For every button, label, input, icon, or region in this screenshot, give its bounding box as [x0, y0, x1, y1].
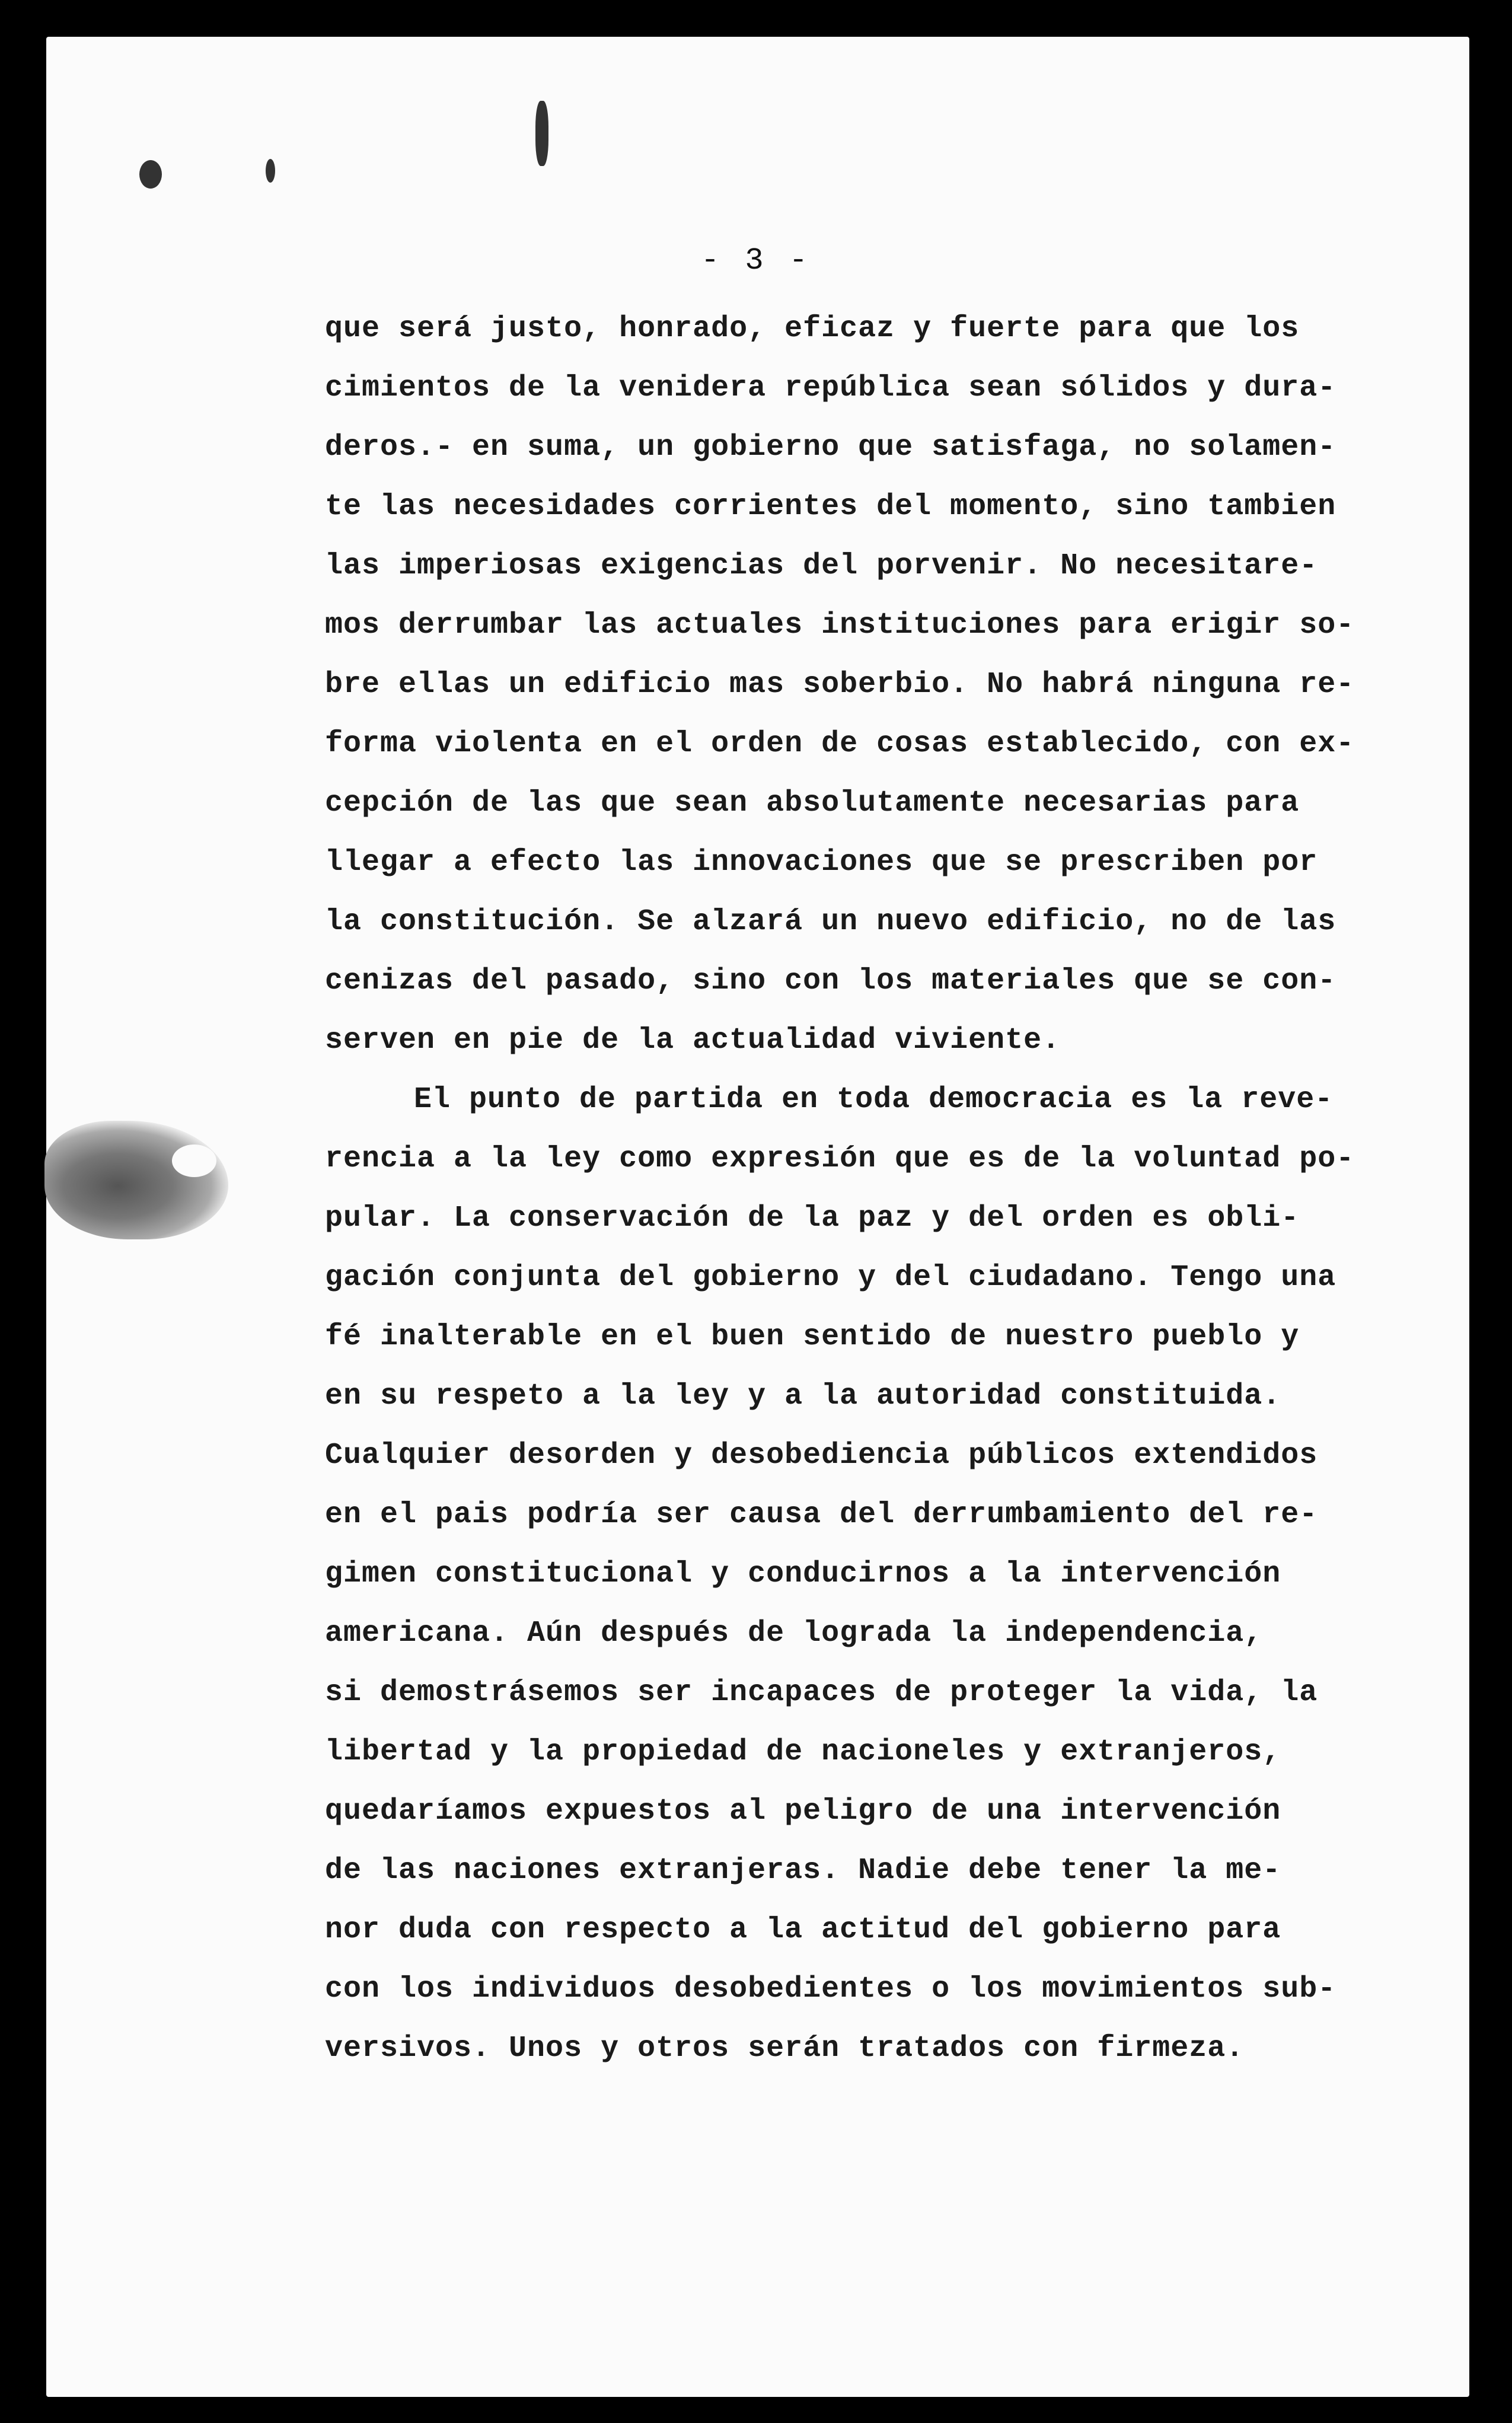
body-text [325, 299, 1355, 2078]
text-line: Cualquier desorden y desobediencia públicos extendidos [325, 1439, 1318, 1472]
text-line: con los individuos desobedientes o los movimientos sub- [325, 1972, 1336, 2006]
text-line: rencia a la ley como expresión que es de la voluntad po- [325, 1142, 1355, 1176]
text-line: cimientos de la venidera república sean sólidos y dura- [325, 371, 1336, 405]
text-line: la constitución. Se alzará un nuevo edificio, no de las [325, 905, 1336, 939]
text-line: forma violenta en el orden de cosas establecido, con ex- [325, 727, 1355, 761]
text-line: fé inalterable en el buen sentido de nuestro pueblo y [325, 1320, 1300, 1354]
ink-speck [139, 160, 162, 189]
text-line: bre ellas un edificio mas soberbio. No habrá ninguna re- [325, 668, 1355, 702]
text-line: mos derrumbar las actuales instituciones para erigir so- [325, 608, 1355, 642]
text-line: cepción de las que sean absolutamente necesarias para [325, 786, 1300, 820]
text-line: en su respeto a la ley y a la autoridad constituida. [325, 1379, 1281, 1413]
text-line: las imperiosas exigencias del porvenir. No necesitare- [325, 549, 1318, 583]
text-line: cenizas del pasado, sino con los materiales que se con- [325, 964, 1336, 998]
text-line: americana. Aún después de lograda la independencia, [325, 1617, 1263, 1650]
text-line: de las naciones extranjeras. Nadie debe tener la me- [325, 1854, 1281, 1888]
text-line: serven en pie de la actualidad viviente. [325, 1024, 1061, 1057]
text-line: te las necesidades corrientes del momento, sino tambien [325, 490, 1336, 524]
text-line: pular. La conservación de la paz y del orden es obli- [325, 1201, 1300, 1235]
page-number: - 3 - [700, 243, 812, 278]
text-line: si demostrásemos ser incapaces de proteger la vida, la [325, 1676, 1318, 1710]
text-line: versivos. Unos y otros serán tratados con firmeza. [325, 2032, 1245, 2065]
text-line: quedaríamos expuestos al peligro de una intervención [325, 1794, 1281, 1828]
text-line: deros.- en suma, un gobierno que satisfaga, no solamen- [325, 431, 1336, 464]
ink-speck [535, 101, 548, 166]
stain-highlight [172, 1144, 216, 1177]
text-line: en el pais podría ser causa del derrumbamiento del re- [325, 1498, 1318, 1532]
text-line: libertad y la propiedad de nacioneles y extranjeros, [325, 1735, 1281, 1769]
text-line: gación conjunta del gobierno y del ciudadano. Tengo una [325, 1261, 1336, 1295]
paragraph-first-line: El punto de partida en toda democracia es la reve- [414, 1083, 1334, 1117]
text-line: gimen constitucional y conducirnos a la intervención [325, 1557, 1281, 1591]
text-line: nor duda con respecto a la actitud del gobierno para [325, 1913, 1281, 1947]
text-line: que será justo, honrado, eficaz y fuerte para que los [325, 312, 1300, 346]
text-line: llegar a efecto las innovaciones que se prescriben por [325, 846, 1318, 879]
ink-speck [266, 159, 275, 183]
